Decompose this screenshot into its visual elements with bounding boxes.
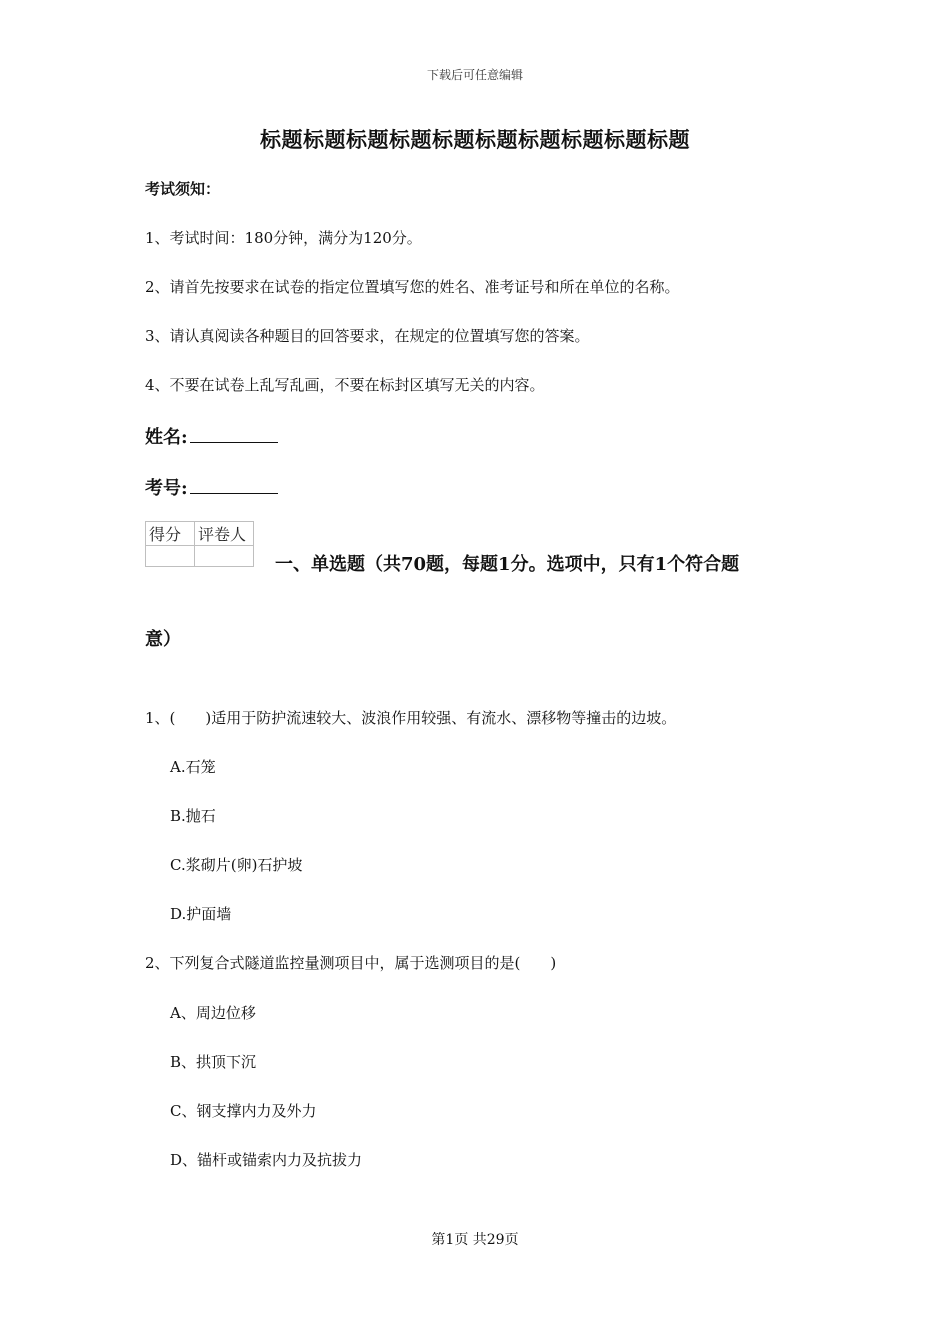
page-footer: 第1页 共29页 (431, 1232, 519, 1248)
question-option[interactable]: A、周边位移 (170, 1004, 256, 1022)
question-option[interactable]: A.石笼 (170, 758, 216, 776)
question-option[interactable]: C.浆砌片(卵)石护坡 (170, 856, 303, 874)
grader-cell[interactable] (195, 546, 254, 567)
notice-item: 4、不要在试卷上乱写乱画，不要在标封区填写无关的内容。 (145, 376, 545, 394)
grader-header: 评卷人 (195, 522, 254, 546)
header-note: 下载后可任意编辑 (426, 68, 523, 82)
score-cell[interactable] (146, 546, 195, 567)
exam-id-label: 考号: (145, 478, 188, 499)
question-option[interactable]: B.抛石 (170, 807, 216, 825)
exam-id-blank-line[interactable] (190, 475, 278, 494)
question-stem: 2、下列复合式隧道监控量测项目中，属于选测项目的是( ) (145, 954, 557, 972)
notice-item: 3、请认真阅读各种题目的回答要求，在规定的位置填写您的答案。 (145, 327, 590, 345)
section-title-continued: 意） (145, 629, 181, 650)
score-header: 得分 (146, 522, 195, 546)
name-label: 姓名: (145, 427, 188, 448)
exam-id-field-row (145, 474, 278, 500)
name-blank-line[interactable] (190, 424, 278, 443)
question-option[interactable]: C、钢支撑内力及外力 (170, 1102, 317, 1120)
document-title: 标题标题标题标题标题标题标题标题标题标题 (260, 127, 690, 152)
question-stem: 1、( )适用于防护流速较大、波浪作用较强、有流水、漂移物等撞击的边坡。 (145, 709, 677, 727)
question-option[interactable]: B、拱顶下沉 (170, 1053, 257, 1071)
section-title: 一、单选题（共70题，每题1分。选项中，只有1个符合题 (275, 554, 740, 575)
name-field-row (145, 423, 278, 449)
question-option[interactable]: D.护面墙 (170, 905, 232, 923)
notice-item: 2、请首先按要求在试卷的指定位置填写您的姓名、准考证号和所在单位的名称。 (145, 278, 680, 296)
notice-heading: 考试须知： (145, 180, 221, 198)
question-option[interactable]: D、锚杆或锚索内力及抗拔力 (170, 1151, 363, 1169)
notice-item: 1、考试时间：180分钟，满分为120分。 (145, 229, 422, 247)
score-table (145, 521, 254, 567)
